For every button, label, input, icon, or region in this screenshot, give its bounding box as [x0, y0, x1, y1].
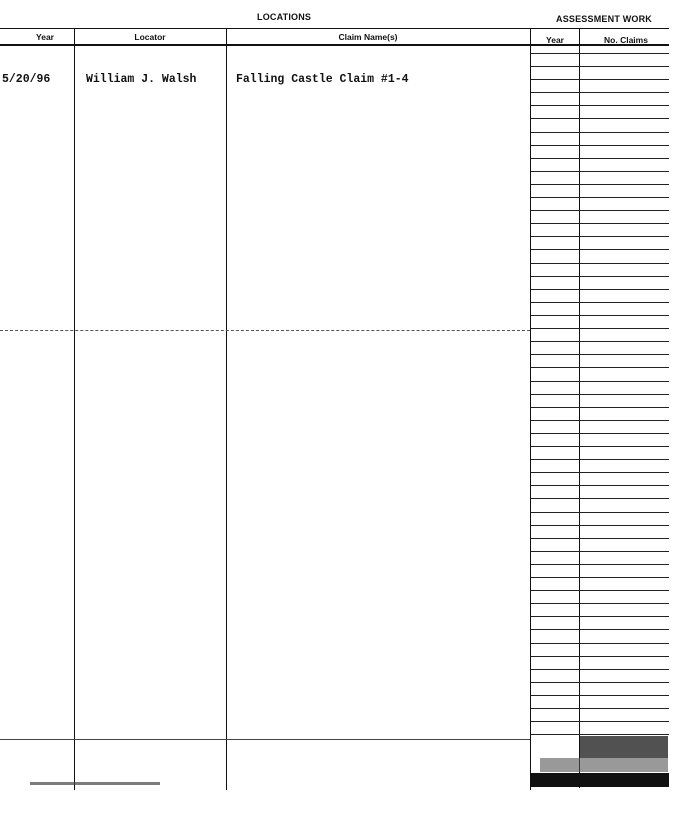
assessment-rule-line: [531, 66, 669, 67]
divider-assessment-year-claims: [579, 28, 580, 788]
bottom-separator: [0, 739, 530, 740]
column-header-year: Year: [36, 32, 54, 42]
scan-smudge-right-2: [540, 758, 668, 772]
assessment-rule-line: [531, 538, 669, 539]
assessment-rule-line: [531, 210, 669, 211]
assessment-rule-line: [531, 695, 669, 696]
assessment-rule-line: [531, 459, 669, 460]
assessment-rule-line: [531, 92, 669, 93]
assessment-rule-line: [531, 223, 669, 224]
divider-year-locator: [74, 28, 75, 790]
assessment-rule-line: [531, 53, 669, 54]
column-header-no-claims: No. Claims: [604, 35, 648, 45]
entry-year: 5/20/96: [2, 73, 51, 86]
top-rule: [0, 28, 669, 29]
assessment-work-section-title: ASSESSMENT WORK: [556, 14, 653, 24]
column-header-locator: Locator: [134, 32, 166, 42]
assessment-rule-line: [531, 512, 669, 513]
assessment-rule-line: [531, 118, 669, 119]
divider-claims-assessment: [530, 28, 531, 790]
scan-smudge-left: [30, 782, 160, 785]
assessment-rule-line: [531, 394, 669, 395]
assessment-rule-line: [531, 197, 669, 198]
assessment-rule-line: [531, 446, 669, 447]
assessment-rule-line: [531, 341, 669, 342]
assessment-rule-line: [531, 643, 669, 644]
assessment-rule-line: [531, 577, 669, 578]
assessment-rule-line: [531, 381, 669, 382]
assessment-rule-line: [531, 590, 669, 591]
assessment-rule-line: [531, 708, 669, 709]
assessment-rule-line: [531, 433, 669, 434]
assessment-rule-line: [531, 302, 669, 303]
assessment-rule-line: [531, 289, 669, 290]
assessment-rule-line: [531, 629, 669, 630]
scan-smudge-right-3: [531, 773, 669, 787]
column-header-claim-names: Claim Name(s): [338, 32, 398, 42]
assessment-rule-line: [531, 734, 669, 735]
assessment-rule-line: [531, 315, 669, 316]
assessment-rule-line: [531, 263, 669, 264]
assessment-rule-line: [531, 354, 669, 355]
assessment-rule-line: [531, 407, 669, 408]
assessment-rule-line: [531, 498, 669, 499]
assessment-rule-line: [531, 145, 669, 146]
mid-separator: [0, 330, 530, 331]
assessment-rule-line: [531, 721, 669, 722]
assessment-rule-line: [531, 328, 669, 329]
assessment-rule-line: [531, 236, 669, 237]
assessment-rule-line: [531, 171, 669, 172]
assessment-rule-line: [531, 184, 669, 185]
assessment-rule-line: [531, 551, 669, 552]
scan-smudge-right-1: [580, 736, 668, 758]
assessment-rule-line: [531, 525, 669, 526]
assessment-rule-line: [531, 132, 669, 133]
assessment-rule-line: [531, 79, 669, 80]
assessment-rule-line: [531, 564, 669, 565]
assessment-rule-line: [531, 249, 669, 250]
divider-locator-claims: [226, 28, 227, 790]
entry-locator: William J. Walsh: [86, 73, 197, 86]
assessment-rule-line: [531, 603, 669, 604]
assessment-rule-line: [531, 656, 669, 657]
assessment-rule-line: [531, 682, 669, 683]
locations-section-title: LOCATIONS: [257, 12, 312, 22]
assessment-rule-line: [531, 616, 669, 617]
assessment-rule-line: [531, 105, 669, 106]
assessment-rule-line: [531, 420, 669, 421]
assessment-rule-line: [531, 472, 669, 473]
assessment-rule-line: [531, 276, 669, 277]
assessment-rule-line: [531, 367, 669, 368]
assessment-rule-line: [531, 669, 669, 670]
assessment-rule-line: [531, 485, 669, 486]
entry-claim-name: Falling Castle Claim #1-4: [236, 73, 409, 86]
column-header-assessment-year: Year: [546, 35, 564, 45]
assessment-rule-line: [531, 158, 669, 159]
